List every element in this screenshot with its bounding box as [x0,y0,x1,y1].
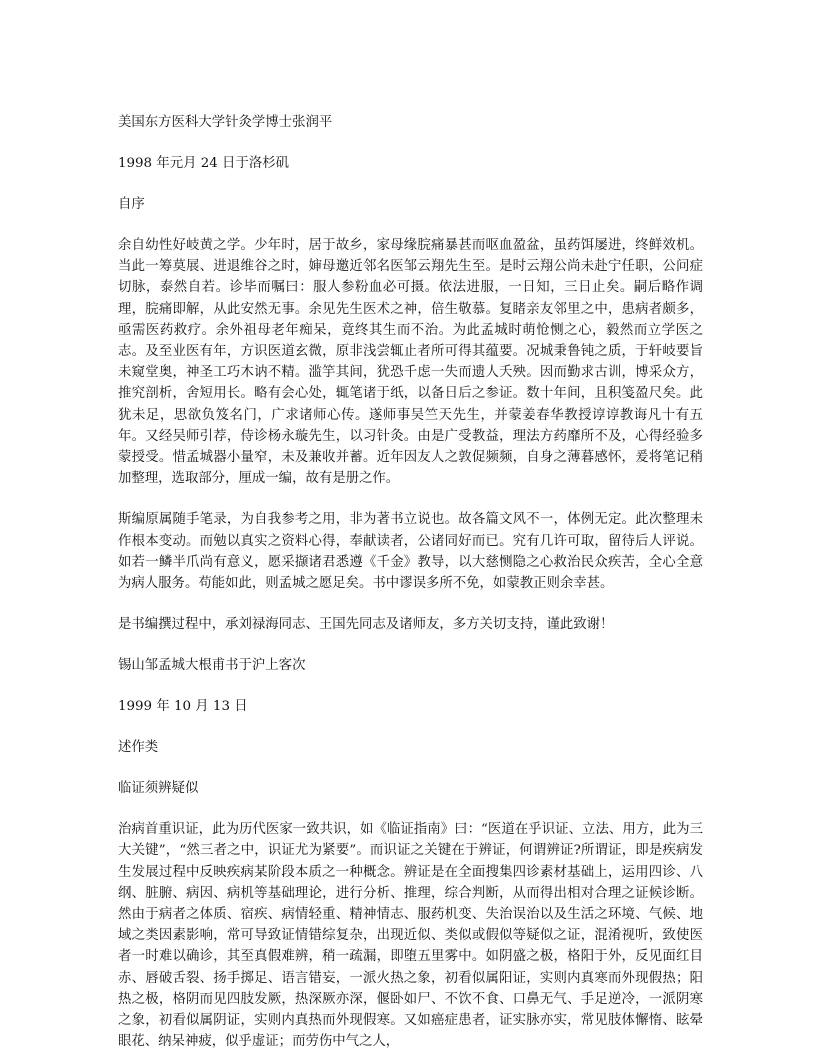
document-page [118,112,703,1052]
preface-paragraph-1: 余自幼性好岐黄之学。少年时，居于故乡，家母缘脘痛暴甚而呕血盈盆，虽药饵屡进，终鲜效机。当此一筹莫展、进退维谷之时，婶母邀近邻名医邹云翔先生至。是时云翔公尚未赴宁任职，公问症切脉，泰然自若。诊毕而嘱曰：服人参粉血必可摄。依法进服，一日知，三日止矣。嗣后略作调理，脘痛即解，从此安然无事。余见先生医术之神，倍生敬慕。复睹亲友邻里之中，患病者颇多，亟需医药救疗。余外祖母老年痴呆，竟终其生而不治。为此孟城时萌怆恻之心，毅然而立学医之志。及至业医有年，方识医道玄微，原非浅尝辄止者所可得其蕴要。况城秉鲁钝之质，于轩岐要旨未窥堂奥，神圣工巧木讷不精。滥竽其间，犹恐千虑一失而遗人夭殃。因而勤求古训，博采众方，推究剖析，舍短用长。略有会心处，辄笔诸于纸，以备日后之参证。数十年间，且积笺盈尺矣。此犹未足，思欲负笈名门，广求诸师心传。遂师事吴竺天先生，并蒙姜春华教授谆谆教诲凡十有五年。又经吴师引荐，侍诊杨永璇先生，以习针灸。由是广受教益，理法方药靡所不及，心得经验多蒙授受。惜孟城器小量窄，未及兼收并蓄。近年因友人之敦促频频，自身之薄暮感怀，爰将笔记稍加整理，选取部分，厘成一编，故有是册之作。 [118,238,703,487]
signature-line: 锡山邹孟城大根甫书于沪上客次 [118,658,306,674]
article-title: 临证须辨疑似 [118,781,199,797]
category-heading: 述作类 [118,740,159,756]
author-line: 美国东方医科大学针灸学博士张润平 [118,115,333,130]
preface-paragraph-2: 斯编原属随手笔录，为自我参考之用，非为著书立说也。故各篇文风不一，体例无定。此次整理未作根本变动。而勉以真实之资料心得，奉献读者，公诸同好而已。究有几许可取，留待后人评说。如若一鳞半爪尚有意义，愿采撷诸君悉遵《千金》教导，以大慈恻隐之心救治民众疾苦，全心全意为病人服务。苟能如此，则孟城之愿足矣。书中谬误多所不免，如蒙教正则余幸甚。 [118,512,703,592]
preface-paragraph-3: 是书编撰过程中，承刘禄海同志、王国先同志及诸师友，多方关切支持，谨此致谢！ [118,617,614,633]
preface-heading: 自序 [118,197,145,212]
article-paragraph: 治病首重识证，此为历代医家一致共识，如《临证指南》曰：“医道在乎识证、立法、用方，此为三大关键”，“然三者之中，识证尤为紧要”。而识证之关键在于辨证，何谓辨证?所谓证，即是疾病发生发展过程中反映疾病某阶段本质之一种概念。辨证是在全面搜集四诊素材基础上，运用四诊、八纲、脏腑、病因、病机等基础理论，进行分析、推理，综合判断，从而得出相对合理之证候诊断。然由于病者之体质、宿疾、病情轻重、精神情志、服药机变、失治误治以及生活之环境、气候、地域之类因素影响，常可导致证情错综复杂，出现近似、类似或假似等疑似之证，混淆视听，致使医者一时难以确诊，其至真假难辨，稍一疏漏，即堕五里雾中。如阴盛之极，格阳于外，反见面红目赤、唇破舌裂、扬手掷足、语言错妄，一派火热之象，初看似属阳证，实则内真寒而外现假热；阳热之极，格阴而见四肢发厥，热深厥亦深，偃卧如尸、不饮不食、口鼻无气、手足逆冷，一派阴寒之象，初看似属阴证，实则内真热而外现假寒。又如癌症患者，证实脉亦实，常见肢体懈惰、眩晕眼花、纳呆神疲，似乎虚证；而劳伤中气之人， [118,822,703,1050]
date-line-2: 1999 年 10 月 13 日 [118,699,248,715]
date-line-1: 1998 年元月 24 日于洛杉矶 [118,156,290,171]
